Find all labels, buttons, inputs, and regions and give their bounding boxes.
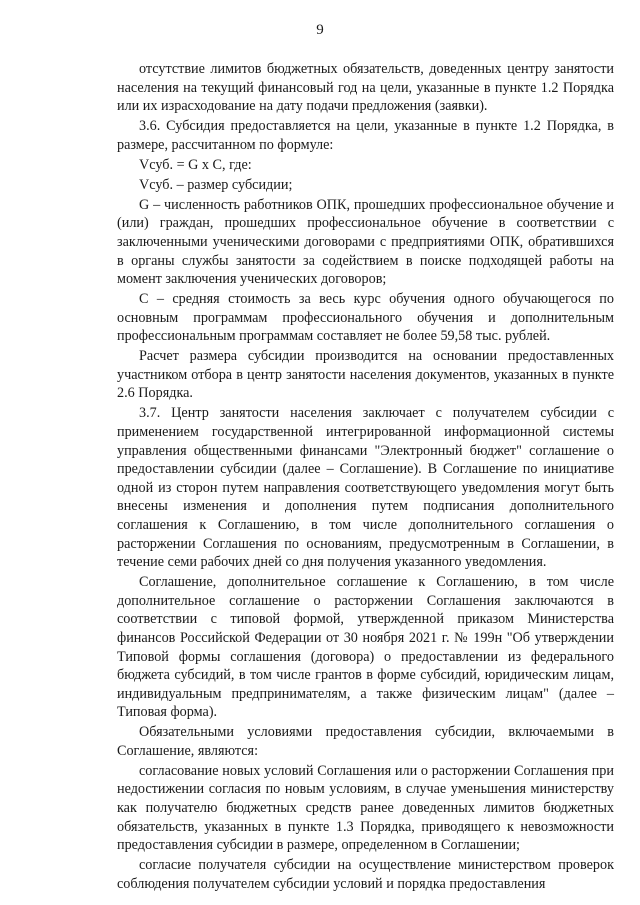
document-body — [117, 60, 614, 895]
paragraph: 3.6. Субсидия предоставляется на цели, указанные в пункте 1.2 Порядка, в размере, рассчитанном по формуле: — [117, 118, 614, 153]
list-item: согласие получателя субсидии на осуществление министерством проверок соблюдения получателем субсидии условий и порядка предоставления — [117, 857, 614, 892]
formula-definition: C – средняя стоимость за весь курс обучения одного обучающегося по основным программам профессионального обучения и дополнительным профессиональным программам составляет не более 59,58 тыс. рублей. — [117, 291, 614, 345]
paragraph: отсутствие лимитов бюджетных обязательств, доведенных центру занятости населения на текущий финансовый год на цели, указанные в пункте 1.2 Порядка или их израсходование на дату подачи предложения (заявки). — [117, 61, 614, 115]
paragraph: Расчет размера субсидии производится на основании предоставленных участником отбора в центр занятости населения документов, указанных в пункте 2.6 Порядка. — [117, 348, 614, 402]
paragraph: 3.7. Центр занятости населения заключает с получателем субсидии с применением государственной интегрированной информационной системы управления общественными финансами "Электронный бюджет" соглашение о предоставлении субсидии (далее – Соглашение). В Соглашение по инициативе одной из сторон путем направления соответствующего уведомления могут быть внесены изменения и дополнения путем подписания дополнительного соглашения к Соглашению, в том числе дополнительного соглашения о расторжении Соглашения по основаниям, предусмотренным в Соглашении, в течение семи рабочих дней со дня получения указанного уведомления. — [117, 405, 614, 571]
paragraph: Обязательными условиями предоставления субсидии, включаемыми в Соглашение, являются: — [117, 724, 614, 759]
page-number: 9 — [316, 22, 324, 38]
formula-definition: G – численность работников ОПК, прошедших профессиональное обучение и (или) граждан, прошедших профессиональное обучение в соответствии с заключенными ученическими договорами с предприятиями ОПК, обратившихся в органы службы занятости за содействием в поиске подходящей работы на момент заключения ученических договоров; — [117, 196, 614, 288]
formula-definition: Vсуб. – размер субсидии; — [139, 176, 293, 193]
paragraph: Соглашение, дополнительное соглашение к Соглашению, в том числе дополнительное соглашение о расторжении Соглашения заключаются в соответствии с типовой формой, утвержденной приказом Министерства финансов Российской Федерации от 30 ноября 2021 г. № 199н "Об утверждении Типовой формы соглашения (договора) о предоставлении из федерального бюджета субсидий, в том числе грантов в форме субсидий, юридическим лицам, индивидуальным предпринимателям, а также физическим лицам" (далее – Типовая форма). — [117, 574, 614, 721]
formula-line: Vсуб. = G х C, где: — [139, 156, 252, 173]
list-item: согласование новых условий Соглашения или о расторжении Соглашения при недостижении согласия по новым условиям, в случае уменьшения министерству как получателю бюджетных средств ранее доведенных лимитов бюджетных обязательств, указанных в пункте 1.3 Порядка, приводящего к невозможности предоставления субсидии в размере, определенном в Соглашении; — [117, 762, 614, 854]
